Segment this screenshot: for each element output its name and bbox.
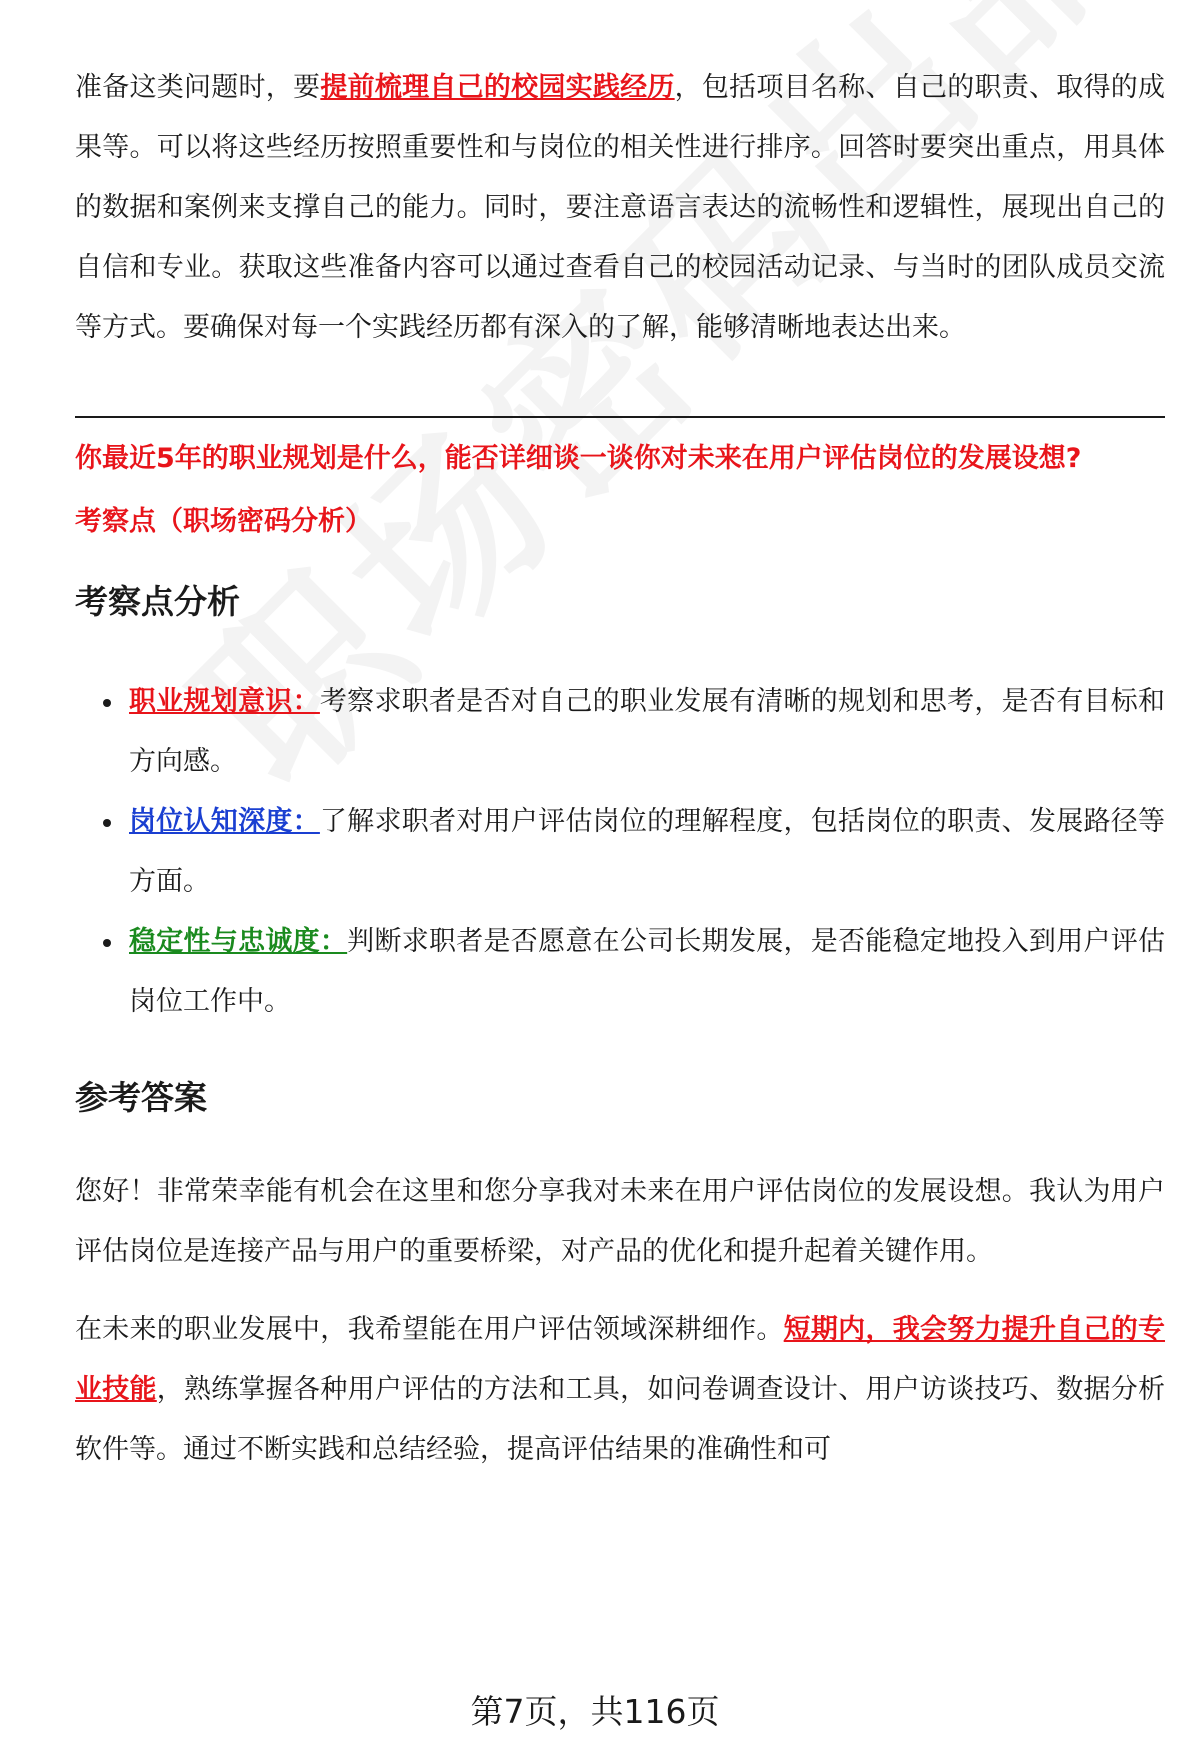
analysis-list xyxy=(75,672,1165,1032)
page-number: 第7页，共116页 xyxy=(470,1692,720,1731)
item-label: 职业规划意识： xyxy=(129,686,320,717)
answer-highlight: 短期内，我会努力提升自己的专业技能 xyxy=(75,1314,1166,1405)
intro-text: 准备这类问题时，要 xyxy=(75,72,321,103)
analysis-heading: 考察点分析 xyxy=(75,582,240,621)
bullet-icon xyxy=(103,699,111,707)
item-text: 判断求职者是否愿意在公司长期发展，是否能稳定地投入到用户评估岗位工作中。 xyxy=(129,926,1166,1017)
list-item xyxy=(75,912,1165,1032)
answer-text-rest: ，熟练掌握各种用户评估的方法和工具，如问卷调查设计、用户访谈技巧、数据分析软件等。通过不断实践和总结经验，提高评估结果的准确性和可 xyxy=(75,1374,1166,1465)
bullet-icon xyxy=(103,819,111,827)
item-label: 岗位认知深度： xyxy=(129,806,320,837)
answer-heading: 参考答案 xyxy=(75,1078,207,1117)
answer-text: 在未来的职业发展中，我希望能在用户评估领域深耕细作。 xyxy=(75,1314,784,1345)
question-title: 你最近5年的职业规划是什么，能否详细谈一谈你对未来在用户评估岗位的发展设想? xyxy=(75,443,1082,474)
list-item xyxy=(75,792,1165,912)
intro-text-rest: ，包括项目名称、自己的职责、取得的成果等。可以将这些经历按照重要性和与岗位的相关性进行排序。回答时要突出重点，用具体的数据和案例来支撑自己的能力。同时，要注意语言表达的流畅性和逻辑性，展现出自己的自信和专业。获取这些准备内容可以通过查看自己的校园活动记录、与当时的团队成员交流等方式。要确保对每一个实践经历都有深入的了解，能够清晰地表达出来。 xyxy=(75,72,1166,343)
item-text: 考察求职者是否对自己的职业发展有清晰的规划和思考，是否有目标和方向感。 xyxy=(129,686,1166,777)
examine-label: 考察点（职场密码分析） xyxy=(75,506,372,537)
document-page xyxy=(75,58,1165,1480)
intro-paragraph xyxy=(75,58,1165,358)
list-item xyxy=(75,672,1165,792)
bullet-icon xyxy=(103,939,111,947)
item-text: 了解求职者对用户评估岗位的理解程度，包括岗位的职责、发展路径等方面。 xyxy=(129,806,1166,897)
intro-highlight: 提前梳理自己的校园实践经历 xyxy=(320,72,675,103)
section-divider xyxy=(75,416,1165,418)
answer-paragraph-1: 您好！非常荣幸能有机会在这里和您分享我对未来在用户评估岗位的发展设想。我认为用户评估岗位是连接产品与用户的重要桥梁，对产品的优化和提升起着关键作用。 xyxy=(75,1176,1165,1267)
item-label: 稳定性与忠诚度： xyxy=(129,926,348,957)
answer-paragraph-2 xyxy=(75,1300,1165,1480)
